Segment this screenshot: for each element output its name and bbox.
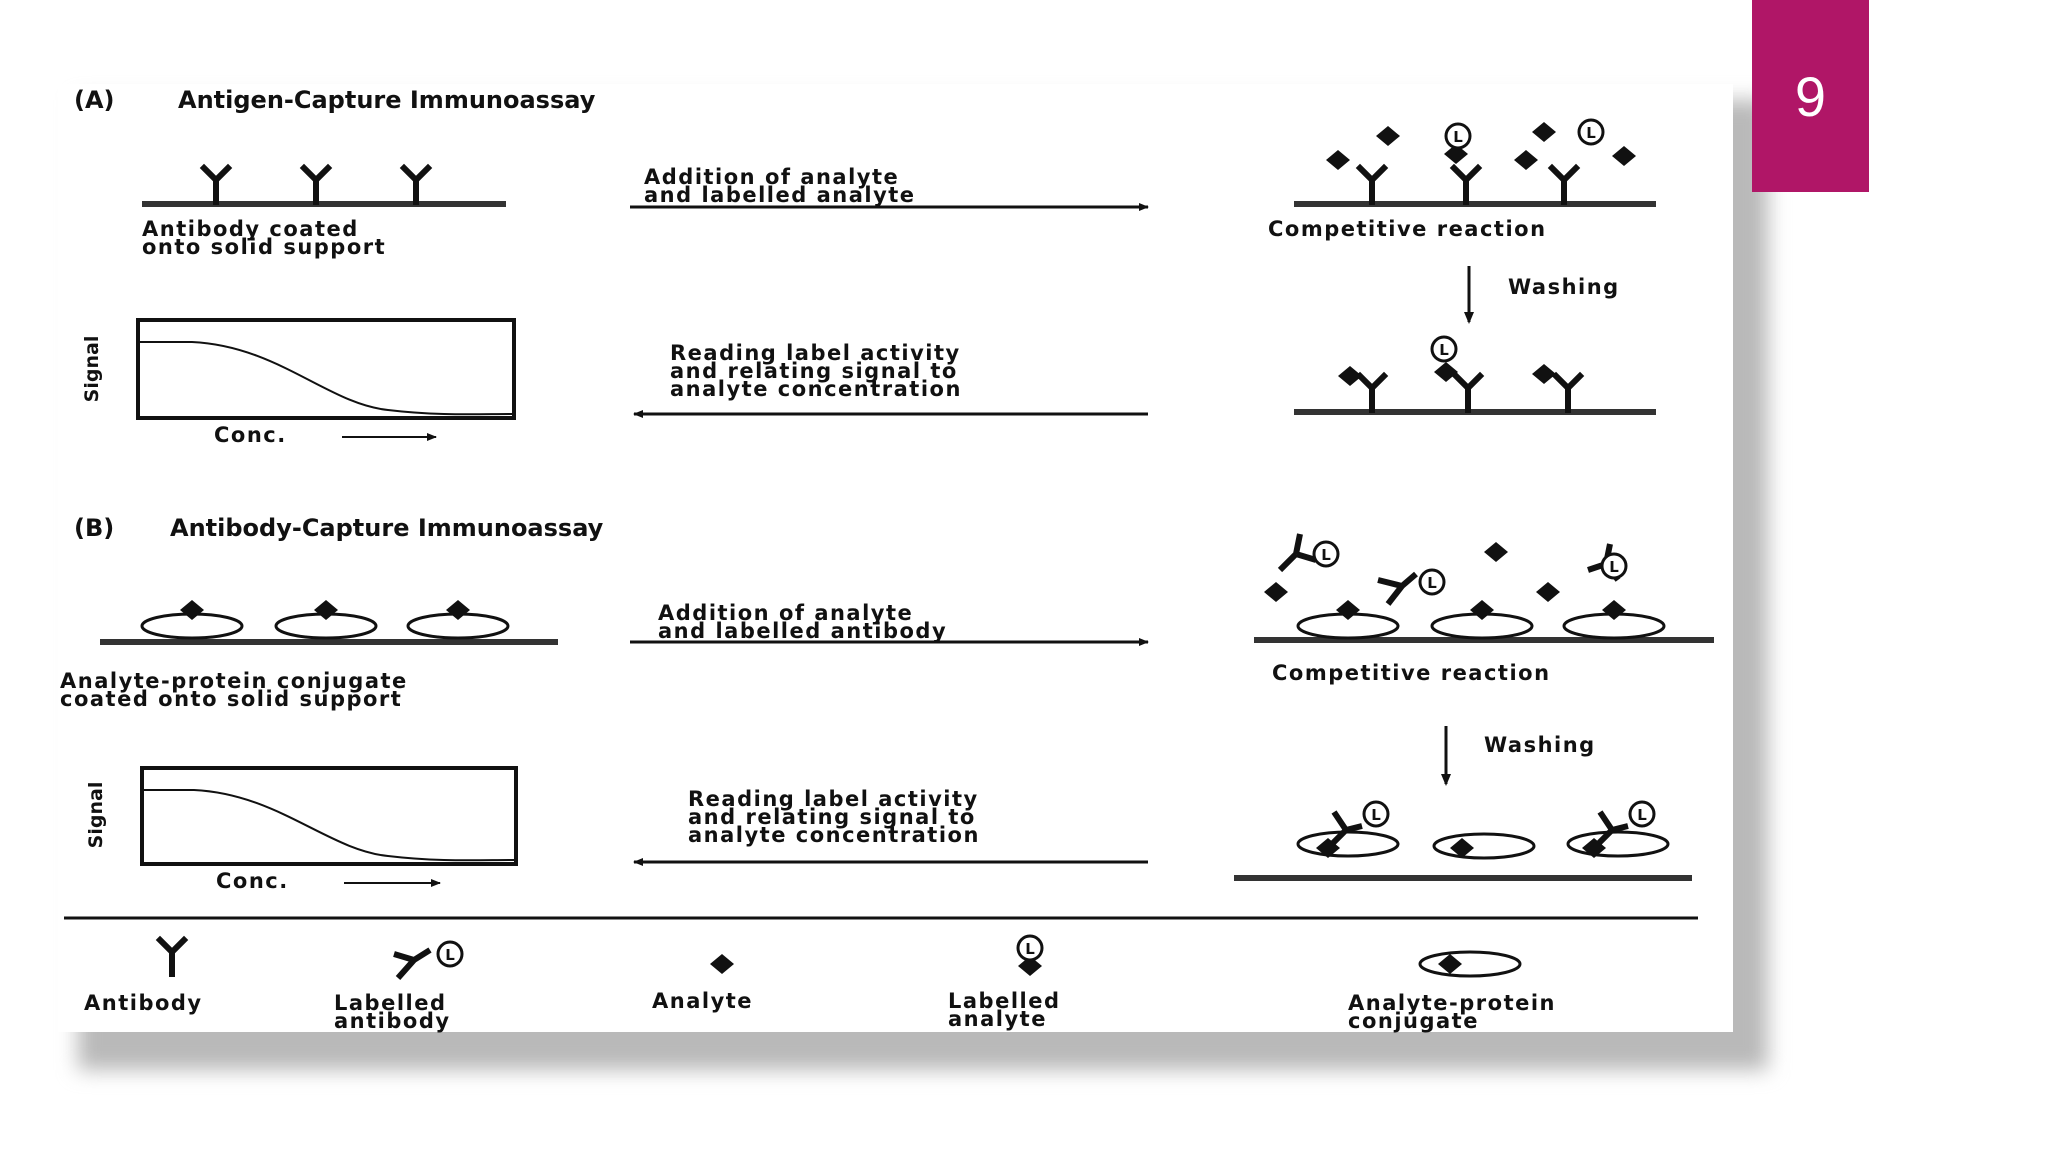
- panel-a-signal-plot: [81, 320, 514, 447]
- legend-conjugate: [1348, 952, 1556, 1033]
- panel-b-ylabel: Signal: [85, 781, 107, 849]
- panel-a-title: Antigen-Capture Immunoassay: [178, 86, 596, 114]
- panel-b-step2-line3: analyte concentration: [688, 823, 980, 847]
- panel-b-xlabel: Conc.: [216, 869, 289, 893]
- panel-b-reaction-label: Competitive reaction: [1272, 661, 1551, 685]
- panel-b-tag: (B): [74, 514, 115, 542]
- panel-a-support-line1: Antibody coated: [142, 217, 359, 241]
- panel-b-step1-line2: and labelled antibody: [658, 619, 948, 643]
- panel-b-competitive-reaction: [1254, 534, 1714, 640]
- legend-analyte-label: Analyte: [652, 989, 754, 1013]
- legend-conjugate-line1: Analyte-protein: [1348, 991, 1557, 1015]
- legend-labelled-analyte: [948, 936, 1061, 1031]
- panel-a-step1-line2: and labelled analyte: [644, 183, 916, 207]
- panel-a: [74, 86, 1656, 447]
- legend-labelled-antibody-line1: Labelled: [334, 991, 447, 1015]
- antibody-coated-support: [142, 168, 506, 204]
- conjugate-coated-support: [100, 600, 558, 642]
- panel-b-support-line1: Analyte-protein conjugate: [60, 669, 408, 693]
- panel-b-washed-surface: [1234, 802, 1692, 878]
- immunoassay-diagram: L (A) Antigen-Capture Immunoassay Antibody coated onto solid support Addition of analyte and labelled analyte Competitive reaction Washing Reading label activity and relating signal to analyte concentration Signal Conc. (B) Antibody-Capture Immunoassay Analyte-protein conjugate coated onto solid support Addition of analyte and labelled antibody Competitive reaction Washing Reading label activity and relating signal to analyte concentration Signal Conc. Antibody Labelled antibody Analyte Labelled analyte Analyte-protein conjugate: [58, 84, 1733, 1032]
- panel-a-tag: (A): [74, 86, 115, 114]
- panel-b-title: Antibody-Capture Immunoassay: [170, 514, 604, 542]
- panel-b-step2-line1: Reading label activity: [688, 787, 979, 811]
- panel-a-competitive-reaction: [1294, 120, 1656, 204]
- legend-antibody-label: Antibody: [84, 991, 203, 1015]
- legend-antibody: [84, 940, 203, 1015]
- panel-a-step1-line1: Addition of analyte: [644, 165, 900, 189]
- slide-number-badge: [1752, 0, 1869, 192]
- slide-number: 9: [1794, 64, 1827, 128]
- panel-a-reaction-label: Competitive reaction: [1268, 217, 1547, 241]
- panel-a-washed-surface: [1294, 337, 1656, 412]
- panel-a-ylabel: Signal: [81, 335, 103, 403]
- panel-b-support-line2: coated onto solid support: [60, 687, 403, 711]
- panel-b-step1-line1: Addition of analyte: [658, 601, 914, 625]
- panel-a-step2-line3: analyte concentration: [670, 377, 962, 401]
- panel-b-signal-plot: [85, 768, 516, 893]
- legend-labelled-antibody: [334, 942, 462, 1033]
- panel-b-step2-line2: and relating signal to: [688, 805, 976, 829]
- panel-a-step2-line1: Reading label activity: [670, 341, 961, 365]
- immunoassay-figure: [53, 76, 1733, 1033]
- legend-analyte: [652, 954, 753, 1013]
- panel-a-support-line2: onto solid support: [142, 235, 387, 259]
- panel-a-step2-line2: and relating signal to: [670, 359, 958, 383]
- panel-b: [60, 514, 1714, 893]
- legend-conjugate-line2: conjugate: [1348, 1009, 1479, 1033]
- legend-labelled-analyte-line1: Labelled: [948, 989, 1061, 1013]
- legend: [84, 936, 1556, 1033]
- panel-a-xlabel: Conc.: [214, 423, 287, 447]
- legend-labelled-analyte-line2: analyte: [948, 1007, 1047, 1031]
- legend-labelled-antibody-line2: antibody: [334, 1009, 451, 1033]
- panel-b-washing-label: Washing: [1484, 733, 1596, 757]
- panel-a-washing-label: Washing: [1508, 275, 1620, 299]
